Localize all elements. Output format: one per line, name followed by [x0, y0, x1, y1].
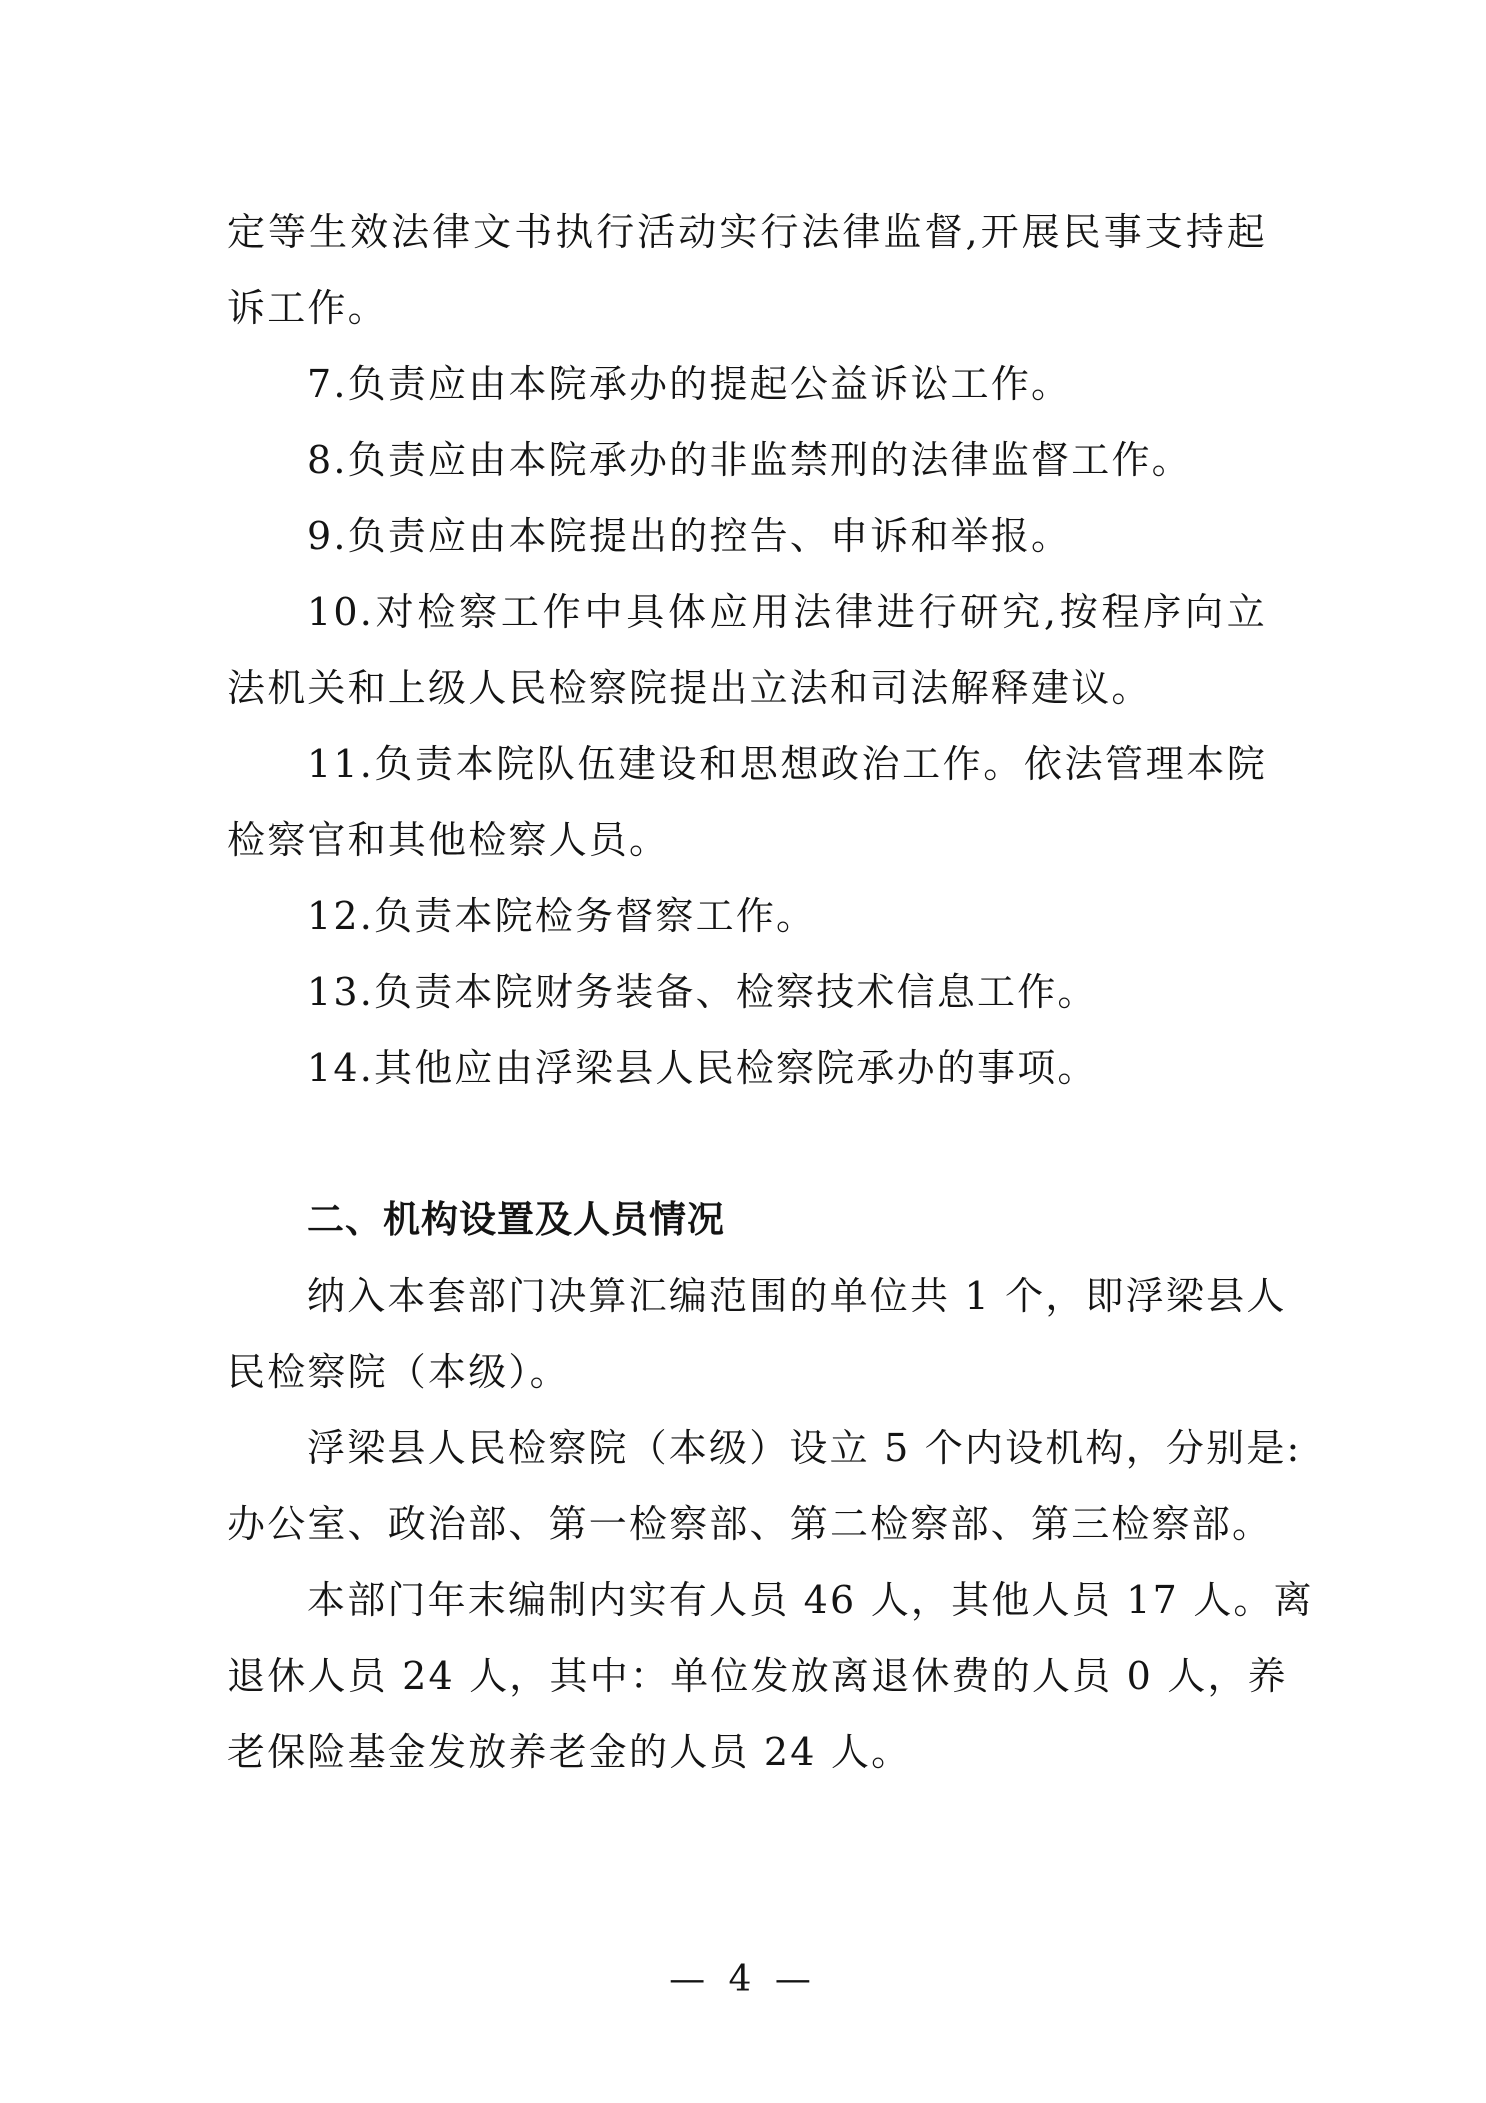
- paragraph-line: 办公室、政治部、第一检察部、第二检察部、第三检察部。: [227, 1502, 1273, 1546]
- paragraph-line: 检察官和其他检察人员。: [227, 818, 670, 862]
- paragraph-line: 法机关和上级人民检察院提出立法和司法解释建议。: [227, 666, 1152, 710]
- list-item-13: 13.负责本院财务装备、检察技术信息工作。: [307, 970, 1098, 1014]
- list-item-7: 7.负责应由本院承办的提起公益诉讼工作。: [307, 362, 1072, 406]
- paragraph-line: 诉工作。: [227, 286, 388, 330]
- document-body: [227, 194, 1314, 1790]
- list-item-11: 11.负责本院队伍建设和思想政治工作。依法管理本院: [307, 742, 1267, 786]
- section-spacer: [227, 1106, 1267, 1182]
- paragraph-line: 本部门年末编制内实有人员 46 人，其他人员 17 人。离: [307, 1578, 1314, 1622]
- paragraph-line: 定等生效法律文书执行活动实行法律监督,开展民事支持起: [227, 210, 1267, 254]
- paragraph-line: 退休人员 24 人，其中：单位发放离退休费的人员 0 人，养: [227, 1654, 1288, 1698]
- page-number: — 4 —: [669, 1959, 817, 2000]
- paragraph-line: 浮梁县人民检察院（本级）设立 5 个内设机构，分别是:: [307, 1426, 1302, 1470]
- list-item-10: 10.对检察工作中具体应用法律进行研究,按程序向立: [307, 590, 1267, 634]
- paragraph-line: 纳入本套部门决算汇编范围的单位共 1 个，即浮梁县人: [307, 1274, 1287, 1318]
- section-heading: 二、机构设置及人员情况: [307, 1198, 725, 1241]
- list-item-9: 9.负责应由本院提出的控告、申诉和举报。: [307, 514, 1072, 558]
- list-item-14: 14.其他应由浮梁县人民检察院承办的事项。: [307, 1046, 1098, 1090]
- paragraph-line: 民检察院（本级）。: [227, 1350, 570, 1394]
- list-item-12: 12.负责本院检务督察工作。: [307, 894, 817, 938]
- list-item-8: 8.负责应由本院承办的非监禁刑的法律监督工作。: [307, 438, 1192, 482]
- paragraph-line: 老保险基金发放养老金的人员 24 人。: [227, 1730, 912, 1774]
